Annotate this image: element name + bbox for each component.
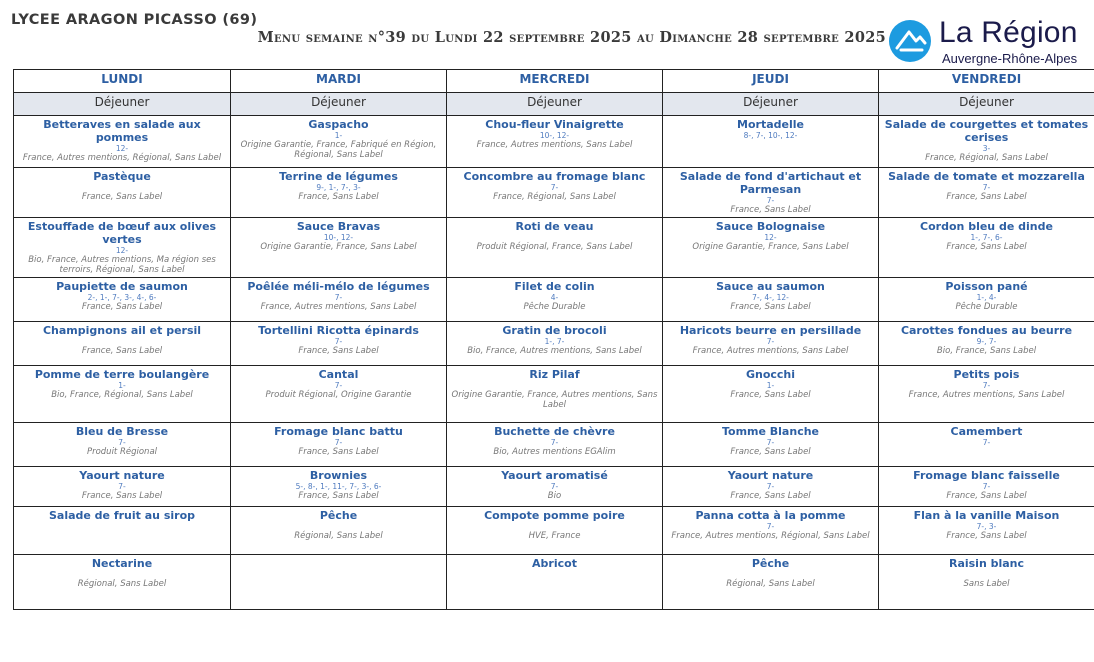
menu-row xyxy=(14,218,1094,278)
quality-labels: France, Autres mentions, Sans Label xyxy=(476,140,633,150)
dish-name: Poisson pané xyxy=(945,280,1028,293)
allergen-codes: 1-, 7-, 6- xyxy=(970,233,1003,242)
allergen-codes: 7- xyxy=(766,438,775,447)
menu-row xyxy=(14,168,1094,218)
menu-cell xyxy=(879,467,1094,507)
menu-table xyxy=(13,69,1094,610)
menu-row xyxy=(14,423,1094,467)
allergen-codes: 10-, 12- xyxy=(323,233,354,242)
quality-labels: Origine Garantie, France, Fabriqué en Région, Régional, Sans Label xyxy=(240,140,437,160)
dish-name: Poêlée méli-mélo de légumes xyxy=(247,280,430,293)
menu-cell xyxy=(231,116,447,168)
allergen-codes: 1- xyxy=(766,381,775,390)
menu-cell xyxy=(879,366,1094,423)
quality-labels: Bio, France, Autres mentions, Sans Label xyxy=(467,346,642,356)
dish-name: Salade de courgettes et tomates cerises xyxy=(884,118,1089,144)
menu-cell xyxy=(879,555,1094,610)
quality-labels: France, Sans Label xyxy=(81,192,163,202)
menu-cell xyxy=(231,366,447,423)
dish-name: Tortellini Ricotta épinards xyxy=(258,324,419,337)
menu-row xyxy=(14,507,1094,555)
allergen-codes: 7- xyxy=(334,293,343,302)
allergen-codes: 7- xyxy=(118,482,126,491)
region-name: La Région xyxy=(939,16,1078,49)
quality-labels: France, Autres mentions, Sans Label xyxy=(908,390,1065,400)
allergen-codes: 7- xyxy=(982,183,991,192)
allergen-codes: 1-, 7- xyxy=(544,337,565,346)
menu-row xyxy=(14,467,1094,507)
meal-header-row xyxy=(14,93,1094,116)
dish-name: Pêche xyxy=(319,509,358,522)
dish-name: Haricots beurre en persillade xyxy=(679,324,862,337)
quality-labels: France, Sans Label xyxy=(946,491,1027,501)
quality-labels: Origine Garantie, France, Sans Label xyxy=(692,242,849,252)
quality-labels: France, Sans Label xyxy=(730,491,811,501)
menu-cell xyxy=(14,507,231,555)
dish-name: Gratin de brocoli xyxy=(502,324,607,337)
allergen-codes: 7- xyxy=(334,438,343,447)
menu-cell xyxy=(879,218,1094,278)
allergen-codes xyxy=(18,337,226,346)
allergen-codes: 7- xyxy=(766,482,775,491)
dish-name: Filet de colin xyxy=(514,280,595,293)
dish-name: Fromage blanc faisselle xyxy=(913,469,1060,482)
dish-name: Gaspacho xyxy=(308,118,369,131)
menu-cell xyxy=(14,555,231,610)
quality-labels: Origine Garantie, France, Sans Label xyxy=(260,242,417,252)
dish-name: Gnocchi xyxy=(745,368,796,381)
quality-labels: France, Sans Label xyxy=(946,242,1027,252)
menu-cell xyxy=(231,467,447,507)
dish-name: Salade de tomate et mozzarella xyxy=(888,170,1085,183)
menu-cell xyxy=(231,423,447,467)
menu-cell xyxy=(14,423,231,467)
quality-labels: France, Sans Label xyxy=(81,491,163,501)
allergen-codes: 7- xyxy=(982,381,991,390)
dish-name: Tomme Blanche xyxy=(721,425,820,438)
allergen-codes: 3- xyxy=(982,144,991,153)
menu-cell xyxy=(14,366,231,423)
allergen-codes xyxy=(18,570,226,579)
allergen-codes: 7-, 3- xyxy=(976,522,997,531)
allergen-codes xyxy=(235,522,442,531)
region-mountain-icon xyxy=(889,20,931,62)
menu-cell xyxy=(447,322,663,366)
quality-labels: Origine Garantie, France, Autres mentions, Sans Label xyxy=(451,390,658,410)
allergen-codes: 5-, 8-, 1-, 11-, 7-, 3-, 6- xyxy=(295,482,382,491)
menu-cell xyxy=(663,507,879,555)
dish-name: Terrine de légumes xyxy=(279,170,398,183)
dish-name: Yaourt nature xyxy=(79,469,165,482)
menu-body xyxy=(14,116,1094,610)
dish-name: Riz Pilaf xyxy=(529,368,580,381)
quality-labels: France, Autres mentions, Régional, Sans Label xyxy=(671,531,870,541)
menu-cell xyxy=(447,278,663,322)
quality-labels: France, Sans Label xyxy=(730,302,811,312)
quality-labels: France, Sans Label xyxy=(298,192,379,202)
quality-labels: Pêche Durable xyxy=(523,302,586,312)
menu-cell xyxy=(663,168,879,218)
menu-cell xyxy=(663,555,879,610)
dish-name: Cantal xyxy=(318,368,359,381)
menu-cell xyxy=(14,467,231,507)
quality-labels: France, Sans Label xyxy=(730,390,811,400)
menu-title: Menu semaine n°39 du Lundi 22 septembre 2025 au Dimanche 28 septembre 2025 xyxy=(257,29,886,46)
quality-labels: Produit Régional, Origine Garantie xyxy=(265,390,412,400)
dish-name: Yaourt aromatisé xyxy=(501,469,608,482)
dish-name: Pomme de terre boulangère xyxy=(34,368,210,381)
quality-labels: France, Sans Label xyxy=(946,192,1027,202)
quality-labels: Régional, Sans Label xyxy=(77,579,167,589)
menu-cell xyxy=(447,423,663,467)
menu-cell xyxy=(879,507,1094,555)
quality-labels: Bio, France, Autres mentions, Ma région ses terroirs, Régional, Sans Label xyxy=(28,255,216,275)
menu-cell xyxy=(879,116,1094,168)
dish-name: Brownies xyxy=(309,469,368,482)
menu-cell xyxy=(231,218,447,278)
allergen-codes: 9-, 7- xyxy=(976,337,997,346)
menu-cell xyxy=(447,555,663,610)
meal-label: Déjeuner xyxy=(663,93,879,116)
quality-labels: France, Sans Label xyxy=(81,346,163,356)
dish-name: Sauce au saumon xyxy=(716,280,825,293)
quality-labels: France, Sans Label xyxy=(730,447,811,457)
allergen-codes: 7-, 4-, 12- xyxy=(752,293,789,302)
meal-label: Déjeuner xyxy=(231,93,447,116)
menu-row xyxy=(14,555,1094,610)
meal-label: Déjeuner xyxy=(14,93,231,116)
menu-cell xyxy=(231,278,447,322)
menu-cell xyxy=(447,218,663,278)
dish-name: Salade de fond d'artichaut et Parmesan xyxy=(679,170,862,196)
quality-labels: Régional, Sans Label xyxy=(294,531,383,541)
menu-cell xyxy=(231,168,447,218)
dish-name: Raisin blanc xyxy=(948,557,1025,570)
menu-cell xyxy=(879,322,1094,366)
allergen-codes: 7- xyxy=(982,438,991,447)
dish-name: Chou-fleur Vinaigrette xyxy=(485,118,624,131)
allergen-codes: 12- xyxy=(115,246,129,255)
allergen-codes xyxy=(451,233,658,242)
allergen-codes xyxy=(18,183,226,192)
menu-cell xyxy=(14,116,231,168)
allergen-codes: 7- xyxy=(334,337,343,346)
allergen-codes: 1-, 4- xyxy=(976,293,997,302)
quality-labels: Produit Régional xyxy=(86,447,158,457)
dish-name: Bleu de Bresse xyxy=(75,425,169,438)
menu-cell xyxy=(14,168,231,218)
allergen-codes: 7- xyxy=(550,482,559,491)
allergen-codes xyxy=(451,570,658,579)
menu-row xyxy=(14,278,1094,322)
dish-name: Concombre au fromage blanc xyxy=(463,170,646,183)
dish-name: Buchette de chèvre xyxy=(494,425,615,438)
menu-cell xyxy=(663,278,879,322)
quality-labels: Sans Label xyxy=(963,579,1010,589)
allergen-codes: 1- xyxy=(118,381,126,390)
dish-name: Pêche xyxy=(751,557,790,570)
region-logo xyxy=(889,18,1094,68)
region-subtitle: Auvergne-Rhône-Alpes xyxy=(942,51,1078,66)
quality-labels: France, Autres mentions, Sans Label xyxy=(260,302,417,312)
dish-name: Champignons ail et persil xyxy=(42,324,202,337)
allergen-codes: 12- xyxy=(764,233,777,242)
menu-cell xyxy=(447,507,663,555)
dish-name: Paupiette de saumon xyxy=(56,280,188,293)
dish-name: Petits pois xyxy=(953,368,1020,381)
menu-cell xyxy=(14,278,231,322)
menu-cell xyxy=(447,366,663,423)
menu-cell xyxy=(231,555,447,610)
allergen-codes xyxy=(451,381,658,390)
menu-cell xyxy=(663,467,879,507)
day-monday: LUNDI xyxy=(14,70,231,93)
dish-name: Compote pomme poire xyxy=(484,509,625,522)
day-header-row xyxy=(14,70,1094,93)
menu-row xyxy=(14,322,1094,366)
menu-cell xyxy=(447,168,663,218)
allergen-codes: 7- xyxy=(118,438,126,447)
quality-labels: Pêche Durable xyxy=(955,302,1018,312)
quality-labels: France, Sans Label xyxy=(298,346,379,356)
quality-labels: France, Sans Label xyxy=(298,447,379,457)
quality-labels: Bio xyxy=(547,491,562,501)
quality-labels: Produit Régional, France, Sans Label xyxy=(476,242,633,252)
menu-cell xyxy=(663,366,879,423)
menu-cell xyxy=(879,168,1094,218)
quality-labels: Bio, France, Régional, Sans Label xyxy=(51,390,193,400)
dish-name: Salade de fruit au sirop xyxy=(48,509,196,522)
day-thursday: JEUDI xyxy=(663,70,879,93)
menu-row xyxy=(14,366,1094,423)
allergen-codes xyxy=(883,570,1090,579)
allergen-codes: 7- xyxy=(766,522,775,531)
quality-labels: Régional, Sans Label xyxy=(726,579,815,589)
dish-name: Sauce Bolognaise xyxy=(715,220,826,233)
allergen-codes: 1- xyxy=(334,131,343,140)
quality-labels: France, Régional, Sans Label xyxy=(925,153,1048,163)
dish-name: Nectarine xyxy=(91,557,153,570)
quality-labels: Bio, Autres mentions EGAlim xyxy=(493,447,616,457)
allergen-codes: 10-, 12- xyxy=(539,131,570,140)
dish-name: Panna cotta à la pomme xyxy=(695,509,846,522)
menu-row xyxy=(14,116,1094,168)
dish-name: Betteraves en salade aux pommes xyxy=(43,118,201,144)
menu-cell xyxy=(879,278,1094,322)
menu-cell xyxy=(447,116,663,168)
quality-labels: France, Autres mentions, Régional, Sans Label xyxy=(22,153,222,163)
quality-labels: Bio, France, Sans Label xyxy=(936,346,1037,356)
menu-cell xyxy=(663,322,879,366)
day-friday: VENDREDI xyxy=(879,70,1094,93)
quality-labels: France, Régional, Sans Label xyxy=(493,192,616,202)
menu-cell xyxy=(447,467,663,507)
menu-cell xyxy=(663,218,879,278)
allergen-codes: 8-, 7-, 10-, 12- xyxy=(743,131,798,140)
dish-name: Sauce Bravas xyxy=(296,220,381,233)
day-wednesday: MERCREDI xyxy=(447,70,663,93)
dish-name: Mortadelle xyxy=(737,118,804,131)
quality-labels: France, Sans Label xyxy=(81,302,163,312)
dish-name: Roti de veau xyxy=(515,220,594,233)
menu-cell xyxy=(14,218,231,278)
quality-labels: France, Sans Label xyxy=(298,491,379,501)
quality-labels: France, Sans Label xyxy=(946,531,1027,541)
dish-name: Pastèque xyxy=(93,170,151,183)
allergen-codes xyxy=(18,522,226,531)
menu-cell xyxy=(231,322,447,366)
dish-name: Flan à la vanille Maison xyxy=(913,509,1060,522)
allergen-codes: 7- xyxy=(982,482,991,491)
school-name: LYCEE ARAGON PICASSO (69) xyxy=(11,12,258,28)
allergen-codes: 7- xyxy=(766,196,775,205)
allergen-codes: 4- xyxy=(550,293,559,302)
dish-name: Cordon bleu de dinde xyxy=(920,220,1053,233)
dish-name: Abricot xyxy=(532,557,577,570)
dish-name: Estouffade de bœuf aux olives vertes xyxy=(27,220,217,246)
allergen-codes: 9-, 1-, 7-, 3- xyxy=(316,183,361,192)
allergen-codes: 2-, 1-, 7-, 3-, 4-, 6- xyxy=(87,293,157,302)
allergen-codes: 12- xyxy=(115,144,129,153)
allergen-codes xyxy=(667,570,874,579)
meal-label: Déjeuner xyxy=(447,93,663,116)
day-tuesday: MARDI xyxy=(231,70,447,93)
allergen-codes xyxy=(235,557,442,566)
allergen-codes: 7- xyxy=(334,381,343,390)
allergen-codes: 7- xyxy=(550,438,559,447)
allergen-codes xyxy=(451,522,658,531)
menu-cell xyxy=(231,507,447,555)
dish-name: Carottes fondues au beurre xyxy=(900,324,1073,337)
dish-name: Fromage blanc battu xyxy=(274,425,403,438)
menu-cell xyxy=(663,423,879,467)
quality-labels: France, Sans Label xyxy=(730,205,811,215)
menu-cell xyxy=(14,322,231,366)
menu-cell xyxy=(663,116,879,168)
allergen-codes: 7- xyxy=(766,337,775,346)
quality-labels: France, Autres mentions, Sans Label xyxy=(692,346,849,356)
menu-cell xyxy=(879,423,1094,467)
dish-name: Camembert xyxy=(950,425,1023,438)
quality-labels: HVE, France xyxy=(528,531,581,541)
dish-name: Yaourt nature xyxy=(727,469,814,482)
allergen-codes: 7- xyxy=(550,183,559,192)
meal-label: Déjeuner xyxy=(879,93,1094,116)
